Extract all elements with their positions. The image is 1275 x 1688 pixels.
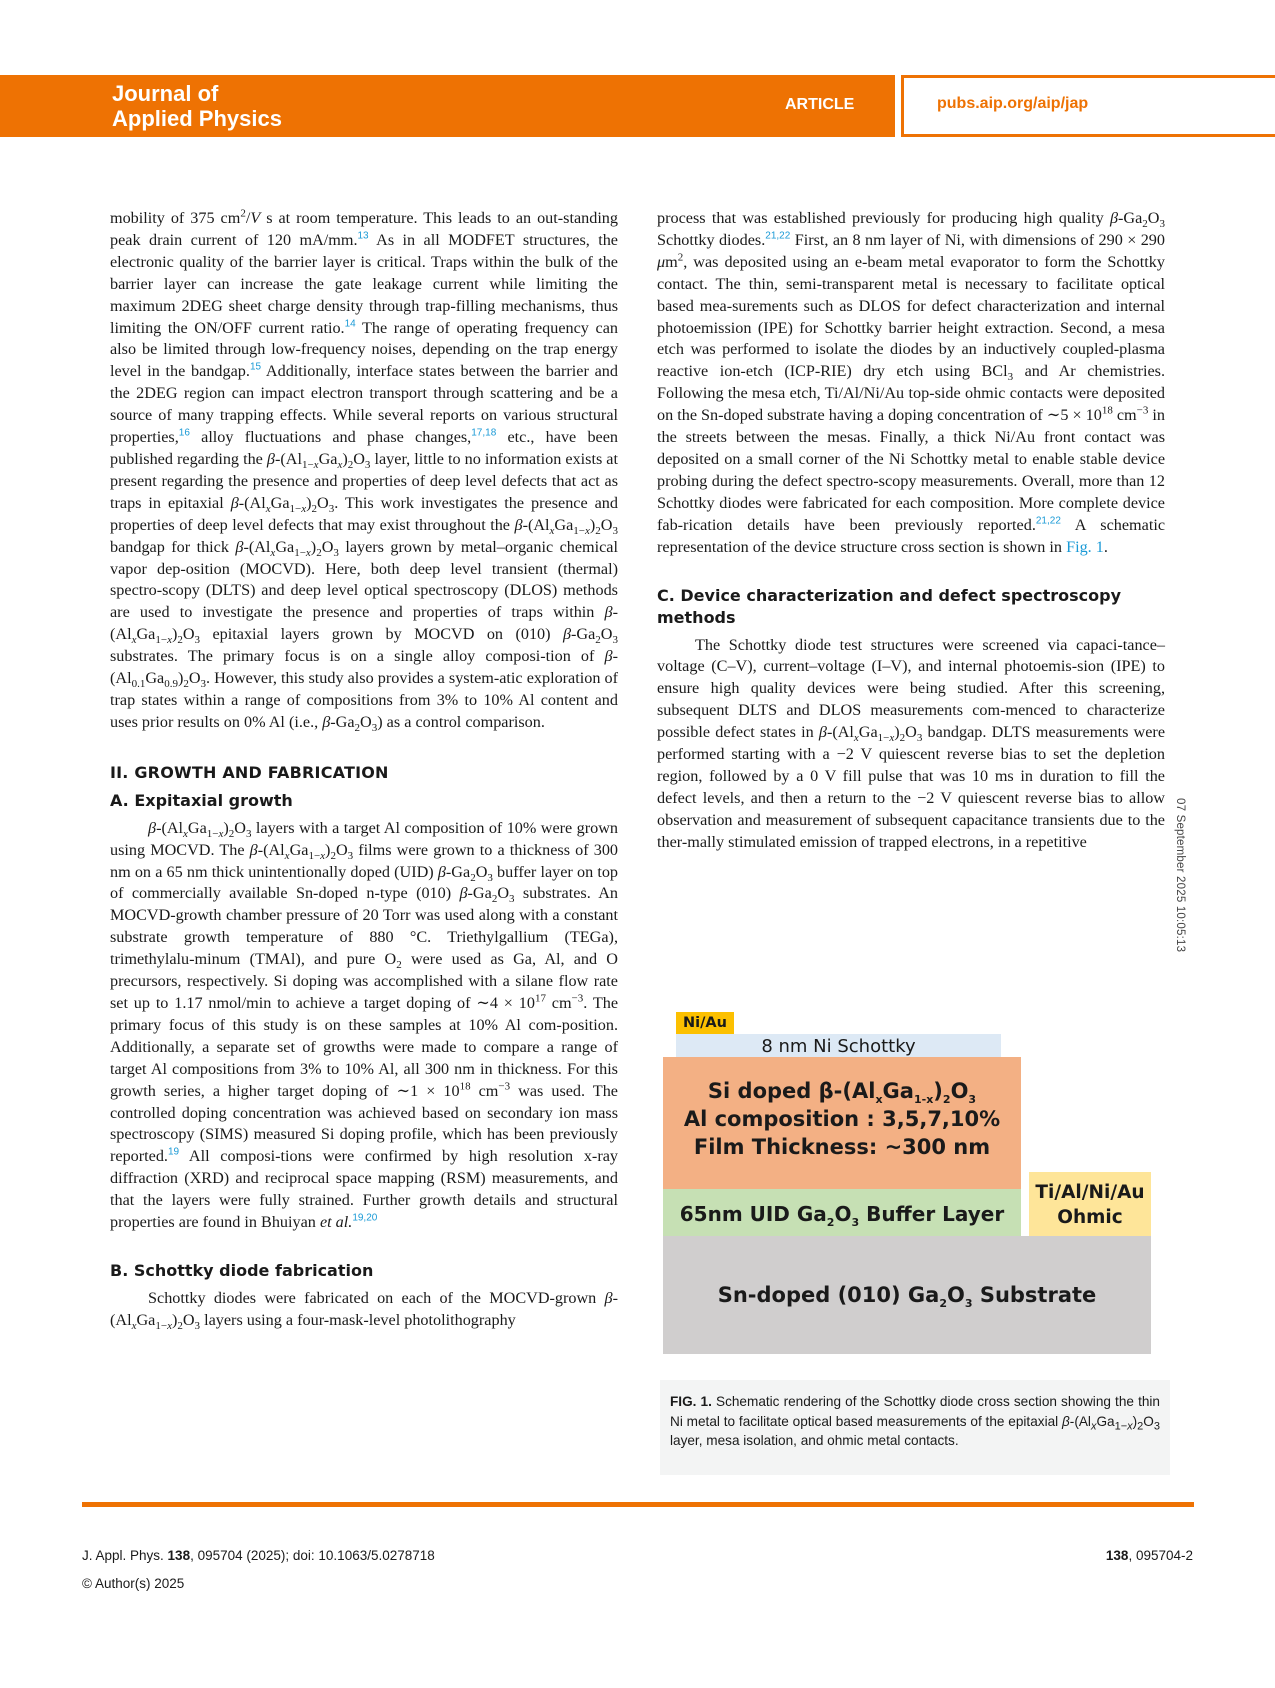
citation-13[interactable]: 13 — [357, 230, 369, 242]
doi-link[interactable]: , 095704 (2025); doi: 10.1063/5.0278718 — [190, 1548, 435, 1563]
citation-19[interactable]: 19 — [167, 1146, 180, 1158]
footer-divider — [82, 1502, 1194, 1507]
growth-paragraph: $\beta-(Al_xGa_{1-x})_2O_3$ layers with a target Al composition of 10% were grown using MOCVD. The $\beta-(Al_xGa_{1-x})_2O_3$ films were grown to a thickness of 300 nm on a 65 nm thick unintentionally doped (UID) $\beta-Ga_2O_3$ buffer layer on top of commercially available Sn-doped n-type (010) $\beta-Ga_2O_3$ substrates. An MOCVD-growth chamber pressure of 20 Torr was used along with a constant substrate growth temperature of 880 °C. Triethylgallium (TEGa), trimethylalu-minum (TMAl), and pure $O_2$ were used as Ga, Al, and O precursors, respectively. Si doping was accomplished with a silane flow rate set up to 1.17 nmol/min to achieve a target doping of ∼4 × $10^{17}$ $cm^{-3}$. The primary focus of this study is on these samples at 10% Al com-position. Additionally, a separate set of growths were made to compare a range of target Al compositions from 3% to 10% Al, all 300 nm in thickness. For this growth series, a higher target doping of ∼1 × $10^{18}$ $cm^{-3}$ was used. The controlled doping concentration was achieved based on secondary ion mass spectroscopy (SIMS) measured Si doping profile, which has been previously reported.$^{19}$ All composi-tions were confirmed by high resolution x-ray diffraction (XRD) and reciprocal space mapping (RSM) measurements, and that the layers were fully strained. Further growth details and structural properties are found in Bhuiyan et al.$^{19,20}$ — [110, 818, 619, 1232]
characterization-paragraph: The Schottky diode test structures were screened via capaci-tance–voltage (C–V), current–voltage (I–V), and internal photoemis-sion (IPE) to ensure high quality devices were being studied. After this screening, subsequent DLTS and DLOS measurements com-menced to characterize possible defect states in $\beta-(Al_xGa_{1-x})_2O_3$ bandgap. DLTS measurements were performed starting with a −2 V quiescent reverse bias to set the depletion region, followed by a 0 V fill pulse that was 10 ms in duration to fill the defect levels, and then a return to the −2 V quiescent reverse bias to allow observation and measurement of subsequent capacitance transients due to the ther-mally stimulated emission of trapped electrons, in a repetitive — [657, 635, 1165, 851]
footer-citation: J. Appl. Phys. 138, 095704 (2025); doi: 10.1063/5.0278718 — [82, 1548, 435, 1563]
journal-title — [112, 81, 282, 131]
citation-19-20[interactable]: 19,20 — [352, 1212, 378, 1224]
figure-1-link[interactable]: Fig. 1 — [1066, 537, 1104, 556]
citation-17-18[interactable]: 17,18 — [471, 427, 497, 439]
journal-title-line2: Applied Physics — [112, 106, 282, 131]
section-heading-growth-fabrication: II. GROWTH AND FABRICATION — [110, 762, 389, 782]
si-doped-algao-layer — [663, 1057, 1021, 1189]
header-orange-bar — [0, 75, 895, 137]
uid-buffer-layer: 65nm UID $Ga_2O_3$ Buffer Layer — [663, 1189, 1021, 1237]
ohmic-contact-layer — [1029, 1172, 1151, 1238]
si-doped-label: Si doped $\beta-(Al_xGa_{1-x})_2O_3$ — [707, 1079, 977, 1107]
footer-copyright: © Author(s) 2025 — [82, 1576, 185, 1591]
citation-21-22[interactable]: 21,22 — [765, 230, 791, 242]
left-column — [110, 208, 618, 1332]
citation-14[interactable]: 14 — [344, 318, 356, 330]
header-link-box — [901, 75, 1275, 137]
ohmic-metal-label: Ti/Al/Ni/Au — [1035, 1182, 1145, 1203]
film-thickness-label: Film Thickness: ~300 nm — [693, 1135, 991, 1159]
right-column — [657, 208, 1165, 854]
ni-au-contact-layer: Ni/Au — [676, 1012, 734, 1035]
figure-1-schematic — [657, 1010, 1177, 1362]
figure-1-caption: FIG. 1. Schematic rendering of the Schottky diode cross section showing the thin Ni metal to facilitate optical based measurements of the epitaxial $\beta-(Al_xGa_{1-x})_2O_3$ layer, mesa isolation, and ohmic metal contacts. — [660, 1380, 1170, 1475]
al-composition-label: Al composition : 3,5,7,10% — [683, 1107, 1001, 1131]
fabrication-paragraph-continued: process that was established previously for producing high quality $\beta-Ga_2O_3$ Schottky diodes.$^{21,22}$ First, an 8 nm layer of Ni, with dimensions of 290 × 290 $\mu m^2$, was deposited using an e-beam metal evaporator to form the Schottky contact. The thin, semi-transparent metal is necessary to facilitate optical based mea-surements such as DLOS for defect characterization and internal photoemission (IPE) for Schottky barrier height extraction. Second, a mesa etch was performed to isolate the diodes by an inductively coupled-plasma reactive ion-etch (ICP-RIE) dry etch using BCl$_3$ and Ar chemistries. Following the mesa etch, Ti/Al/Ni/Au top-side ohmic contacts were deposited on the Sn-doped substrate having a doping concentration of ∼5 × $10^{18}$ $cm^{-3}$ in the streets between the mesas. Finally, a thick Ni/Au front contact was deposited on a small corner of the Ni Schottky metal to enable stable device probing during the defect spectro-scopy measurements. Overall, more than 12 Schottky diodes were fabricated for each composition. More complete device fab-rication details have been previously reported.$^{21,22}$ A schematic representation of the device structure cross section is shown in Fig. 1. — [657, 209, 1166, 556]
subsection-heading-epitaxial-growth: A. Expitaxial growth — [110, 790, 293, 810]
citation-21-22-b[interactable]: 21,22 — [1035, 515, 1061, 527]
journal-title-line1: Journal of — [112, 81, 219, 106]
substrate-layer: Sn-doped (010) $Ga_2O_3$ Substrate — [663, 1236, 1151, 1354]
ni-schottky-layer: 8 nm Ni Schottky — [676, 1034, 1001, 1057]
caption-label: FIG. 1. — [670, 1394, 712, 1409]
intro-paragraph: mobility of 375 $cm^2/V$ s at room temperature. This leads to an out-standing peak drain current of 120 mA/mm.$^{13}$ As in all MODFET structures, the electronic quality of the barrier layer is critical. Traps within the bulk of the barrier layer can increase the gate leakage current while limiting the maximum 2DEG sheet charge density through trap-filling mechanisms, thus limiting the ON/OFF current ratio.$^{14}$ The range of operating frequency can also be limited through low-frequency noises, depending on the trap energy level in the bandgap.$^{15}$ Additionally, interface states between the barrier and the 2DEG region can impact electron transport through scattering and be a source of many trapping effects. While several reports on various structural properties,$^{16}$ alloy fluctuations and phase changes,$^{17,18}$ etc., have been published regarding the $\beta-(Al_{1-x}Ga_x)_2O_3$ layer, little to no information exists at present regarding the presence and properties of deep level defects that act as traps in epitaxial $\beta-(Al_xGa_{1-x})_2O_3$. This work investigates the presence and properties of deep level defects that may exist throughout the $\beta-(Al_xGa_{1-x})_2O_3$ bandgap for thick $\beta-(Al_xGa_{1-x})_2O_3$ layers grown by metal–organic chemical vapor dep-osition (MOCVD). Here, both deep level transient (thermal) spectro-scopy (DLTS) and deep level optical spectroscopy (DLOS) methods are used to investigate the presence and properties of traps within $\beta-(Al_xGa_{1-x})_2O_3$ epitaxial layers grown by MOCVD on (010) $\beta-Ga_2O_3$ substrates. The primary focus is on a single alloy composi-tion of $\beta-(Al_{0.1}Ga_{0.9})_2O_3$. However, this study also provides a system-atic exploration of trap states within a range of compositions from 3% to 10% Al content and uses prior results on 0% Al (i.e., $\beta-Ga_2O_3$) as a control comparison. — [110, 207, 619, 735]
journal-site-link[interactable]: pubs.aip.org/aip/jap — [937, 95, 1089, 112]
page-number: 138, 095704-2 — [1105, 1548, 1193, 1563]
journal-header — [0, 75, 1275, 137]
subsection-heading-characterization: C. Device characterization and defect spectroscopy methods — [657, 585, 1122, 627]
citation-15[interactable]: 15 — [249, 361, 262, 373]
download-timestamp: 07 September 2025 10:05:13 — [1174, 798, 1186, 953]
subsection-heading-schottky-fabrication: B. Schottky diode fabrication — [110, 1260, 374, 1280]
fabrication-paragraph-start: Schottky diodes were fabricated on each of the MOCVD-grown $\beta-(Al_xGa_{1-x})_2O_3$ layers using a four-mask-level photolithography — [110, 1288, 618, 1333]
ohmic-label: Ohmic — [1057, 1207, 1123, 1228]
article-type-label: ARTICLE — [785, 96, 855, 113]
citation-16[interactable]: 16 — [178, 427, 190, 439]
